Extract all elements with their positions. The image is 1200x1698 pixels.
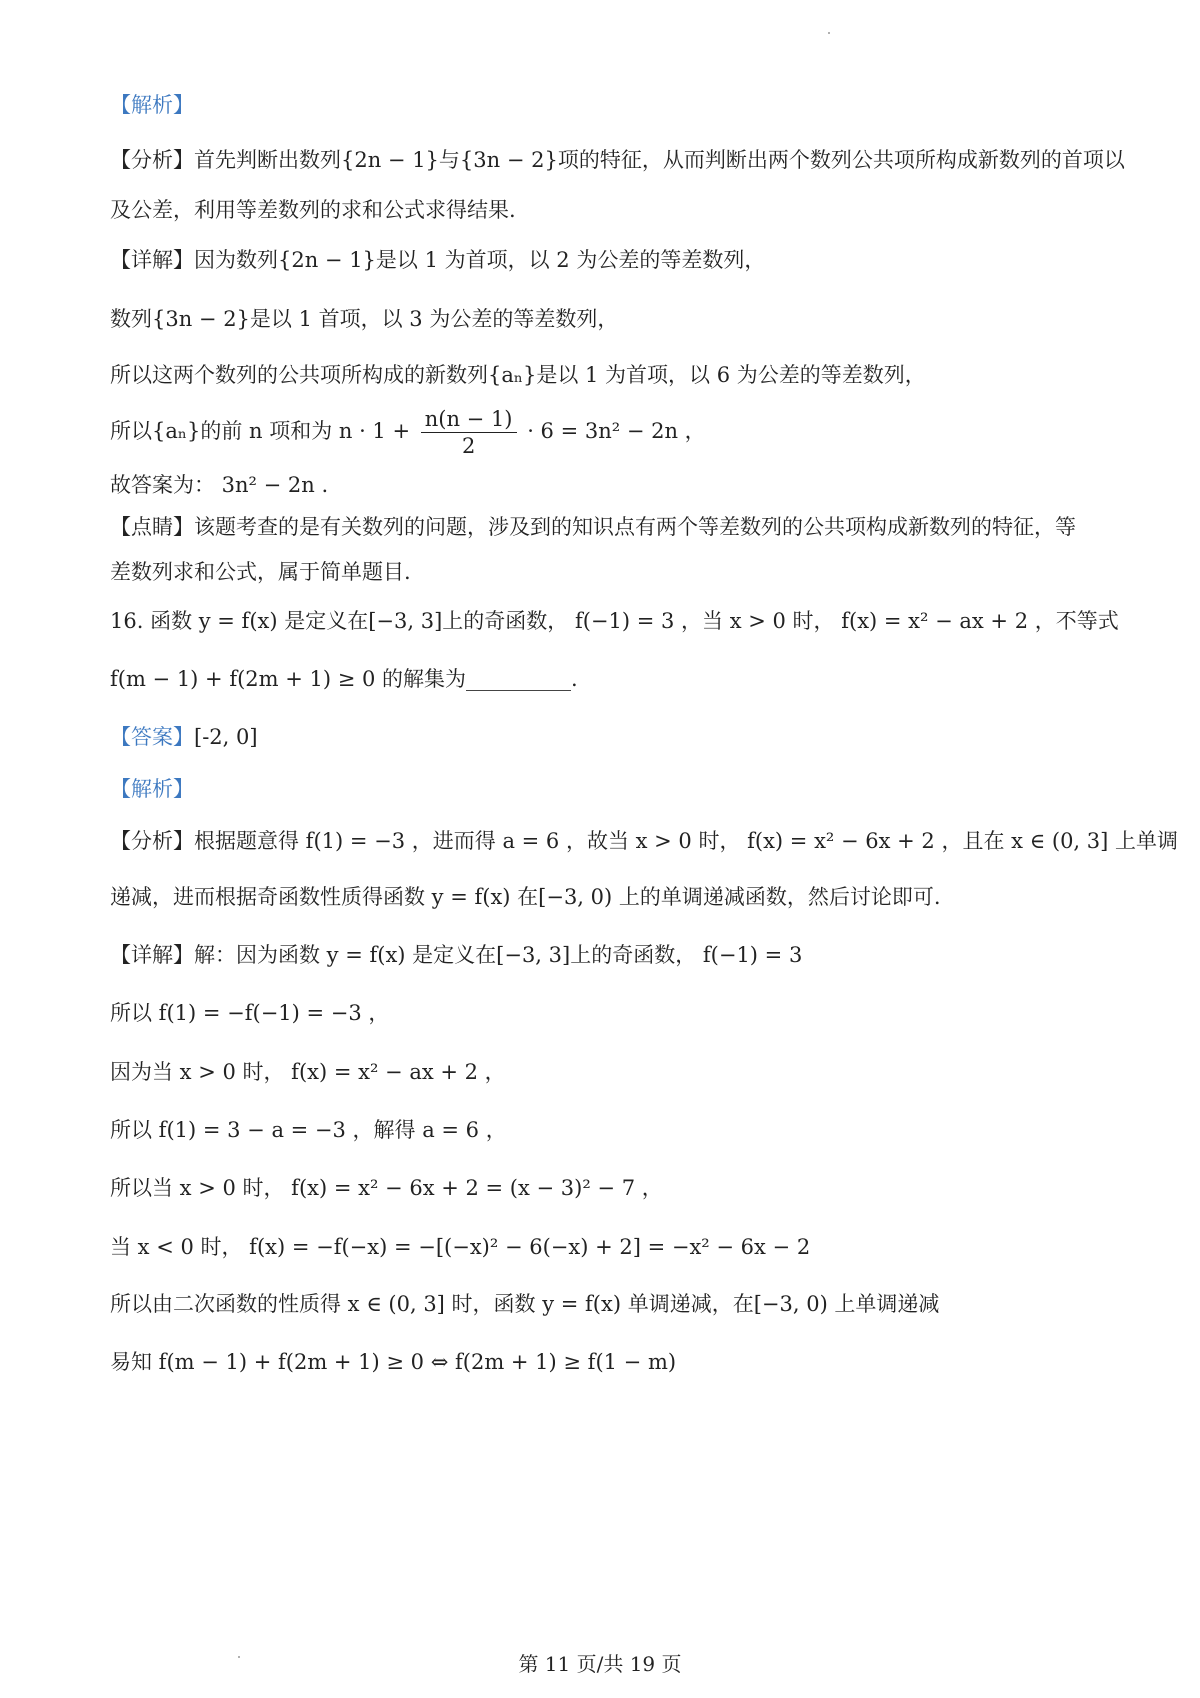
answer-row (110, 722, 1100, 752)
detail-line: 【详解】解：因为函数 y = f(x) 是定义在[−3, 3]上的奇函数， f(−1) = 3 (110, 943, 803, 967)
comment-line: 差数列求和公式，属于简单题目. (110, 560, 411, 584)
detail-line: 【详解】因为数列{2n − 1}是以 1 为首项，以 2 为公差的等差数列， (110, 248, 766, 272)
detail-line: 易知 f(m − 1) + f(2m + 1) ≥ 0 ⇔ f(2m + 1) ≥ f(1 − m) (110, 1350, 677, 1374)
answer-value: [-2, 0] (194, 725, 258, 749)
analysis-line: 【分析】首先判断出数列{2n − 1}与{3n − 2}项的特征，从而判断出两个数列公共项所构成新数列的首项以 (110, 148, 1125, 172)
answer-label: 【答案】 (110, 725, 194, 749)
page-number-footer: 第 11 页/共 19 页 (518, 1652, 682, 1676)
sum-fraction (421, 406, 517, 459)
detail-line: 当 x < 0 时， f(x) = −f(−x) = −[(−x)² − 6(−x) + 2] = −x² − 6x − 2 (110, 1235, 811, 1259)
sum-formula-suffix: · 6 = 3n² − 2n ， (527, 419, 706, 443)
answer-line: 故答案为： 3n² − 2n . (110, 473, 329, 497)
fraction-denominator: 2 (461, 434, 476, 458)
solution-heading: 【解析】 (110, 93, 194, 117)
detail-line: 所以当 x > 0 时， f(x) = x² − 6x + 2 = (x − 3)² − 7 ， (110, 1176, 663, 1200)
analysis-line: 递减，进而根据奇函数性质得函数 y = f(x) 在[−3, 0) 上的单调递减函数，然后讨论即可. (110, 885, 941, 909)
question-16-statement: 16. 函数 y = f(x) 是定义在[−3, 3]上的奇函数， f(−1) = 3 ，当 x > 0 时， f(x) = x² − ax + 2 ，不等式 (110, 609, 1119, 633)
detail-line: 所以这两个数列的公共项所构成的新数列{aₙ}是以 1 为首项，以 6 为公差的等差数列， (110, 363, 926, 387)
detail-line: 所以 f(1) = 3 − a = −3 ，解得 a = 6 ， (110, 1118, 507, 1142)
sum-formula-line (110, 405, 1100, 465)
comment-line: 【点睛】该题考查的是有关数列的问题，涉及到的知识点有两个等差数列的公共项构成新数列的特征，等 (110, 515, 1076, 539)
detail-line: 所以由二次函数的性质得 x ∈ (0, 3] 时，函数 y = f(x) 单调递减，在[−3, 0) 上单调递减 (110, 1292, 940, 1316)
fraction-numerator: n(n − 1) (421, 406, 517, 433)
question-16-statement: f(m − 1) + f(2m + 1) ≥ 0 的解集为__________. (110, 667, 578, 691)
sum-formula-prefix: 所以{aₙ}的前 n 项和为 n · 1 + (110, 419, 411, 443)
analysis-line: 【分析】根据题意得 f(1) = −3 ，进而得 a = 6 ，故当 x > 0 时， f(x) = x² − 6x + 2 ，且在 x ∈ (0, 3] 上单调 (110, 829, 1179, 853)
detail-line: 数列{3n − 2}是以 1 首项，以 3 为公差的等差数列， (110, 307, 619, 331)
detail-line: 因为当 x > 0 时， f(x) = x² − ax + 2 ， (110, 1060, 506, 1084)
detail-line: 所以 f(1) = −f(−1) = −3 ， (110, 1001, 390, 1025)
scan-speck (828, 32, 830, 34)
scan-speck (238, 1656, 240, 1658)
solution-heading: 【解析】 (110, 777, 194, 801)
analysis-line: 及公差，利用等差数列的求和公式求得结果. (110, 198, 516, 222)
